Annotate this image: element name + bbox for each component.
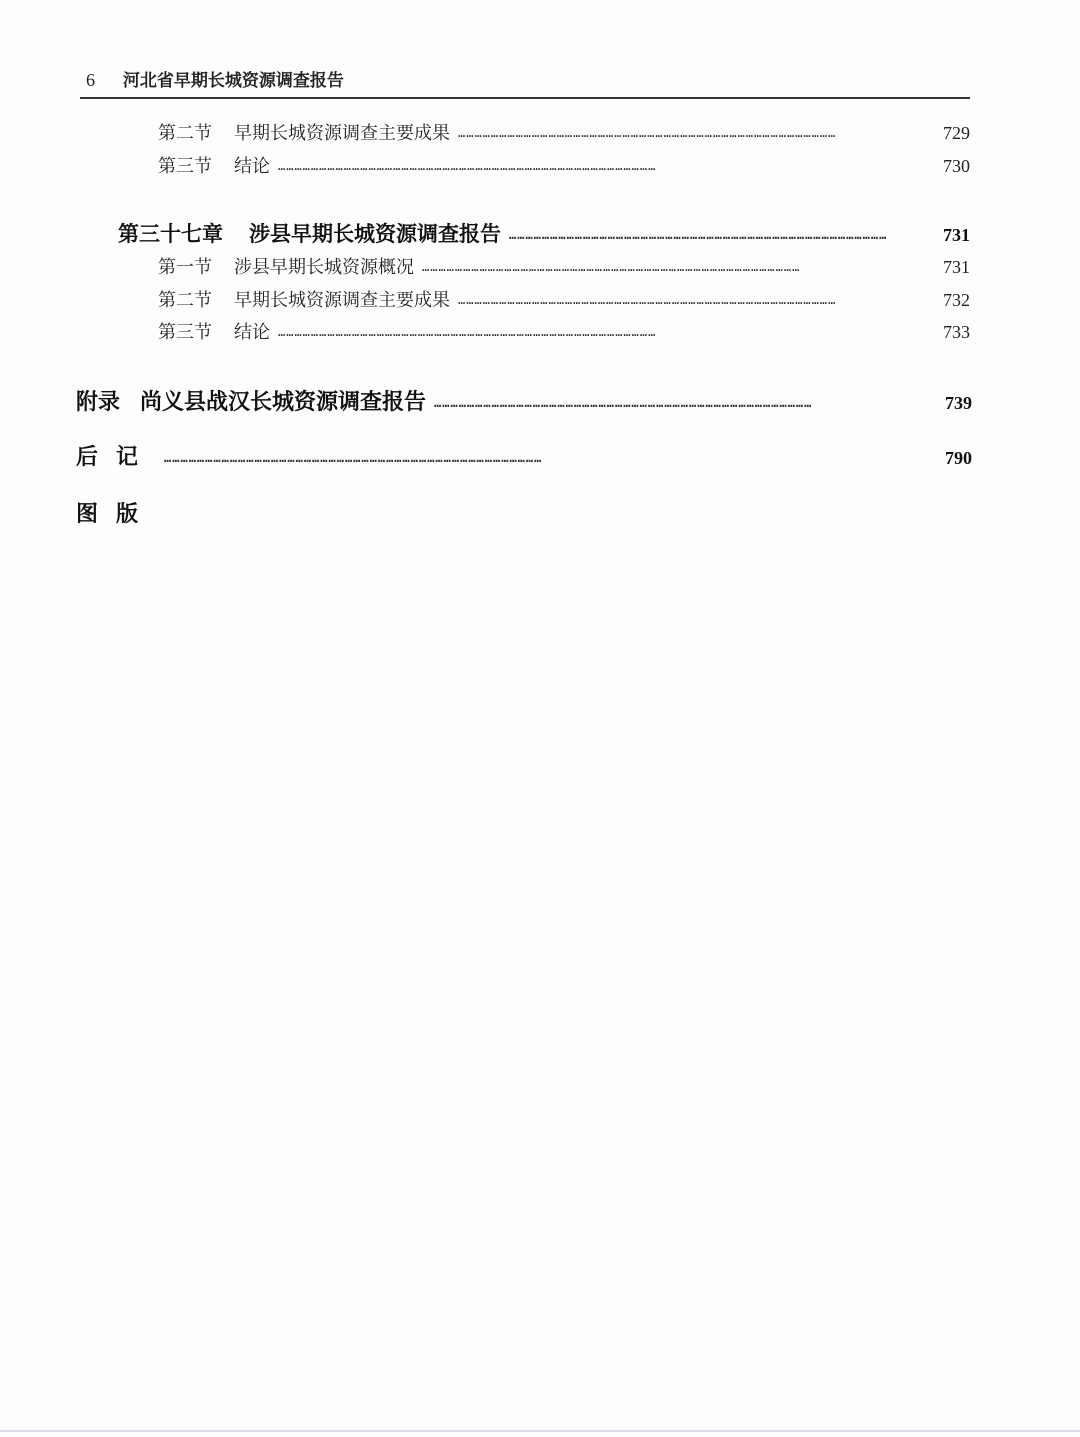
- appendix-title: 尚义县战汉长城资源调查报告: [140, 389, 427, 415]
- toc-entry-label: [158, 286, 450, 312]
- toc-entry-label: [158, 318, 270, 344]
- leader-dots: …………………………………………………………………………………………………………………………: [458, 126, 837, 140]
- leader-dots: …………………………………………………………………………………………………………………………: [434, 396, 813, 410]
- toc-page-number: 731: [943, 225, 970, 245]
- leader-dots: …………………………………………………………………………………………………………………………: [278, 325, 657, 339]
- leader-dots: …………………………………………………………………………………………………………………………: [458, 293, 837, 307]
- toc-entry: [158, 253, 970, 279]
- section-number: 第三节: [158, 156, 212, 177]
- page-bottom-edge: [0, 1430, 1080, 1432]
- section-title: 结论: [234, 322, 270, 343]
- toc-entry: [158, 318, 970, 344]
- header-book-title: 河北省早期长城资源调查报告: [122, 71, 344, 91]
- section-number: 第一节: [158, 257, 212, 278]
- section-number: 第三节: [158, 322, 212, 343]
- leader-dots: …………………………………………………………………………………………………………………………: [509, 228, 888, 242]
- toc-appendix-entry: [76, 385, 972, 416]
- leader-dots: …………………………………………………………………………………………………………………………: [422, 260, 801, 274]
- leader-dots: …………………………………………………………………………………………………………………………: [278, 159, 657, 173]
- toc-page-number: 731: [943, 257, 970, 277]
- toc-page-number: 729: [943, 123, 970, 143]
- section-number: 第二节: [158, 290, 212, 311]
- toc-page-number: 739: [945, 393, 972, 413]
- header-rule: [80, 97, 970, 99]
- header-page-number: 6: [86, 70, 95, 90]
- chapter-number: 第三十七章: [118, 221, 223, 246]
- toc-page-number: 790: [945, 448, 972, 468]
- toc-entry-label: [118, 218, 501, 248]
- toc-entry: [158, 152, 970, 178]
- toc-chapter-entry: [118, 218, 970, 248]
- toc-page-number: 730: [943, 156, 970, 176]
- section-title: 早期长城资源调查主要成果: [234, 290, 450, 311]
- section-number: 第二节: [158, 123, 212, 144]
- chapter-title: 涉县早期长城资源调查报告: [249, 221, 501, 246]
- toc-entry: [158, 286, 970, 312]
- toc-entry-label: [76, 385, 426, 416]
- toc-page-number: 733: [943, 322, 970, 342]
- toc-entry-label: [158, 119, 450, 145]
- toc-page-number: 732: [943, 290, 970, 310]
- appendix-label: 附录: [76, 389, 121, 415]
- toc-entry-label: [158, 253, 414, 279]
- toc-entry-label: [158, 152, 270, 178]
- toc-plates-entry: [76, 497, 156, 528]
- leader-dots: …………………………………………………………………………………………………………………………: [164, 451, 543, 465]
- toc-entry: [158, 119, 970, 145]
- plates-title: 图版: [76, 501, 157, 527]
- section-title: 涉县早期长城资源概况: [234, 257, 414, 278]
- section-title: 结论: [234, 156, 270, 177]
- section-title: 早期长城资源调查主要成果: [234, 123, 450, 144]
- afterword-title: 后记: [76, 444, 157, 470]
- running-header: [86, 66, 344, 91]
- toc-afterword-entry: [76, 440, 972, 471]
